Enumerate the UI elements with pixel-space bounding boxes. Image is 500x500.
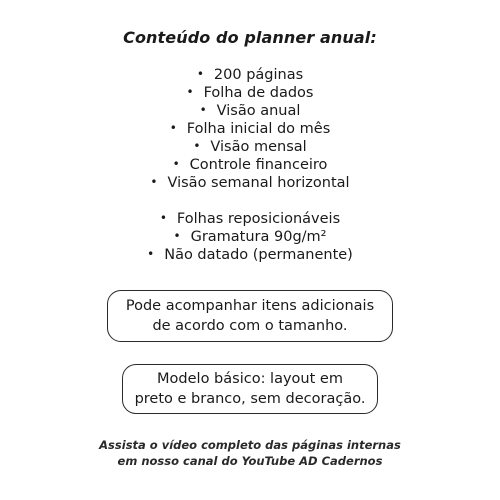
footer-line: Assista o vídeo completo das páginas internas: [99, 438, 401, 452]
list-item-label: Não datado (permanente): [164, 247, 353, 263]
list-item: [0, 173, 500, 191]
note-line: preto e branco, sem decoração.: [134, 391, 366, 407]
list-item: [0, 137, 500, 155]
list-item-label: Folha de dados: [203, 85, 314, 101]
bullet-icon: •: [193, 139, 201, 153]
list-item: [0, 119, 500, 137]
list-item-label: Controle financeiro: [189, 157, 328, 173]
list-item-label: Folhas reposicionáveis: [176, 211, 341, 227]
basic-model-note: [122, 364, 378, 414]
bullet-icon: •: [150, 175, 158, 189]
bullet-icon: •: [186, 85, 194, 99]
bullet-icon: •: [196, 67, 204, 81]
list-item-label: Folha inicial do mês: [186, 121, 331, 137]
feature-list-secondary: [0, 209, 500, 263]
bullet-icon: •: [173, 229, 181, 243]
list-item-label: Visão anual: [216, 103, 301, 119]
list-item: [0, 101, 500, 119]
note-line: Pode acompanhar itens adicionais: [125, 298, 375, 314]
footer-line: em nosso canal do YouTube AD Cadernos: [117, 454, 383, 468]
list-item: [0, 155, 500, 173]
list-item-label: 200 páginas: [213, 67, 304, 83]
list-item-label: Visão mensal: [210, 139, 307, 155]
bullet-icon: •: [169, 121, 177, 135]
bullet-icon: •: [172, 157, 180, 171]
note-line: de acordo com o tamanho.: [152, 318, 348, 334]
list-item: [0, 65, 500, 83]
footer-note: [0, 437, 500, 469]
page-title: Conteúdo do planner anual:: [123, 28, 377, 47]
list-item: [0, 83, 500, 101]
note-line: Modelo básico: layout em: [157, 371, 343, 387]
bullet-icon: •: [159, 211, 167, 225]
list-item-label: Gramatura 90g/m²: [190, 229, 327, 245]
list-item: [0, 227, 500, 245]
list-item: [0, 245, 500, 263]
list-item: [0, 209, 500, 227]
additional-items-note: [107, 290, 393, 342]
feature-list-main: [0, 65, 500, 191]
bullet-icon: •: [199, 103, 207, 117]
bullet-icon: •: [147, 247, 155, 261]
list-item-label: Visão semanal horizontal: [167, 175, 350, 191]
